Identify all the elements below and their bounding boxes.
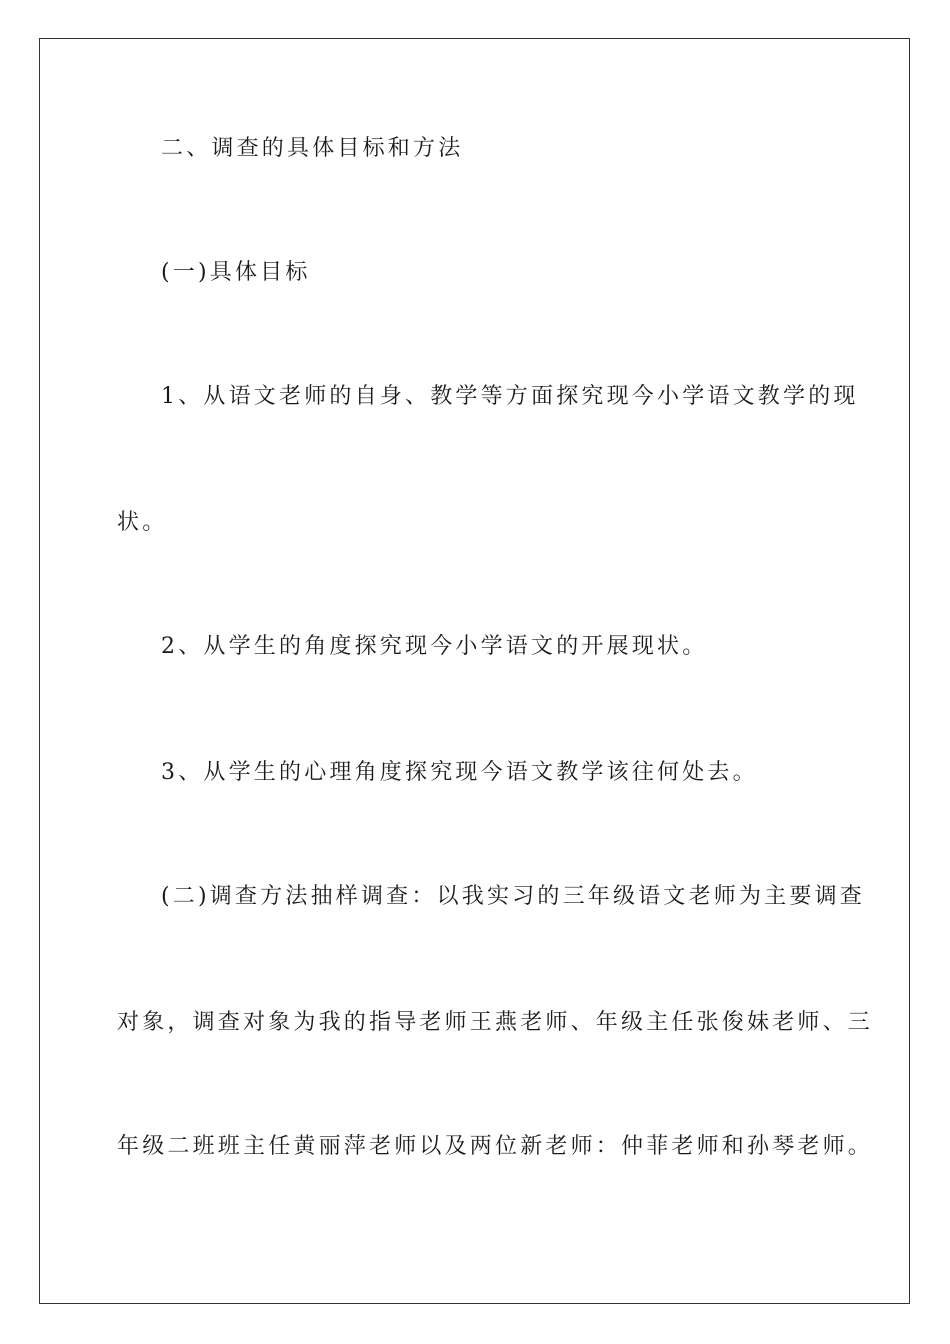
paragraph-line: 状。 (117, 510, 168, 535)
paragraph-line: 对象，调查对象为我的指导老师王燕老师、年级主任张俊妹老师、三 (117, 1010, 874, 1035)
paragraph-line: 2、从学生的角度探究现今小学语文的开展现状。 (161, 634, 708, 659)
paragraph-line: 1、从语文老师的自身、教学等方面探究现今小学语文教学的现 (161, 384, 859, 409)
paragraph-line: 3、从学生的心理角度探究现今语文教学该往何处去。 (161, 760, 758, 785)
paragraph-line: (二)调查方法抽样调查：以我实习的三年级语文老师为主要调查 (161, 884, 865, 909)
subsection-heading: (一)具体目标 (161, 260, 311, 285)
section-heading: 二、调查的具体目标和方法 (161, 136, 464, 161)
paragraph-line: 年级二班班主任黄丽萍老师以及两位新老师：仲菲老师和孙琴老师。 (117, 1134, 874, 1159)
page-border (39, 38, 910, 1304)
